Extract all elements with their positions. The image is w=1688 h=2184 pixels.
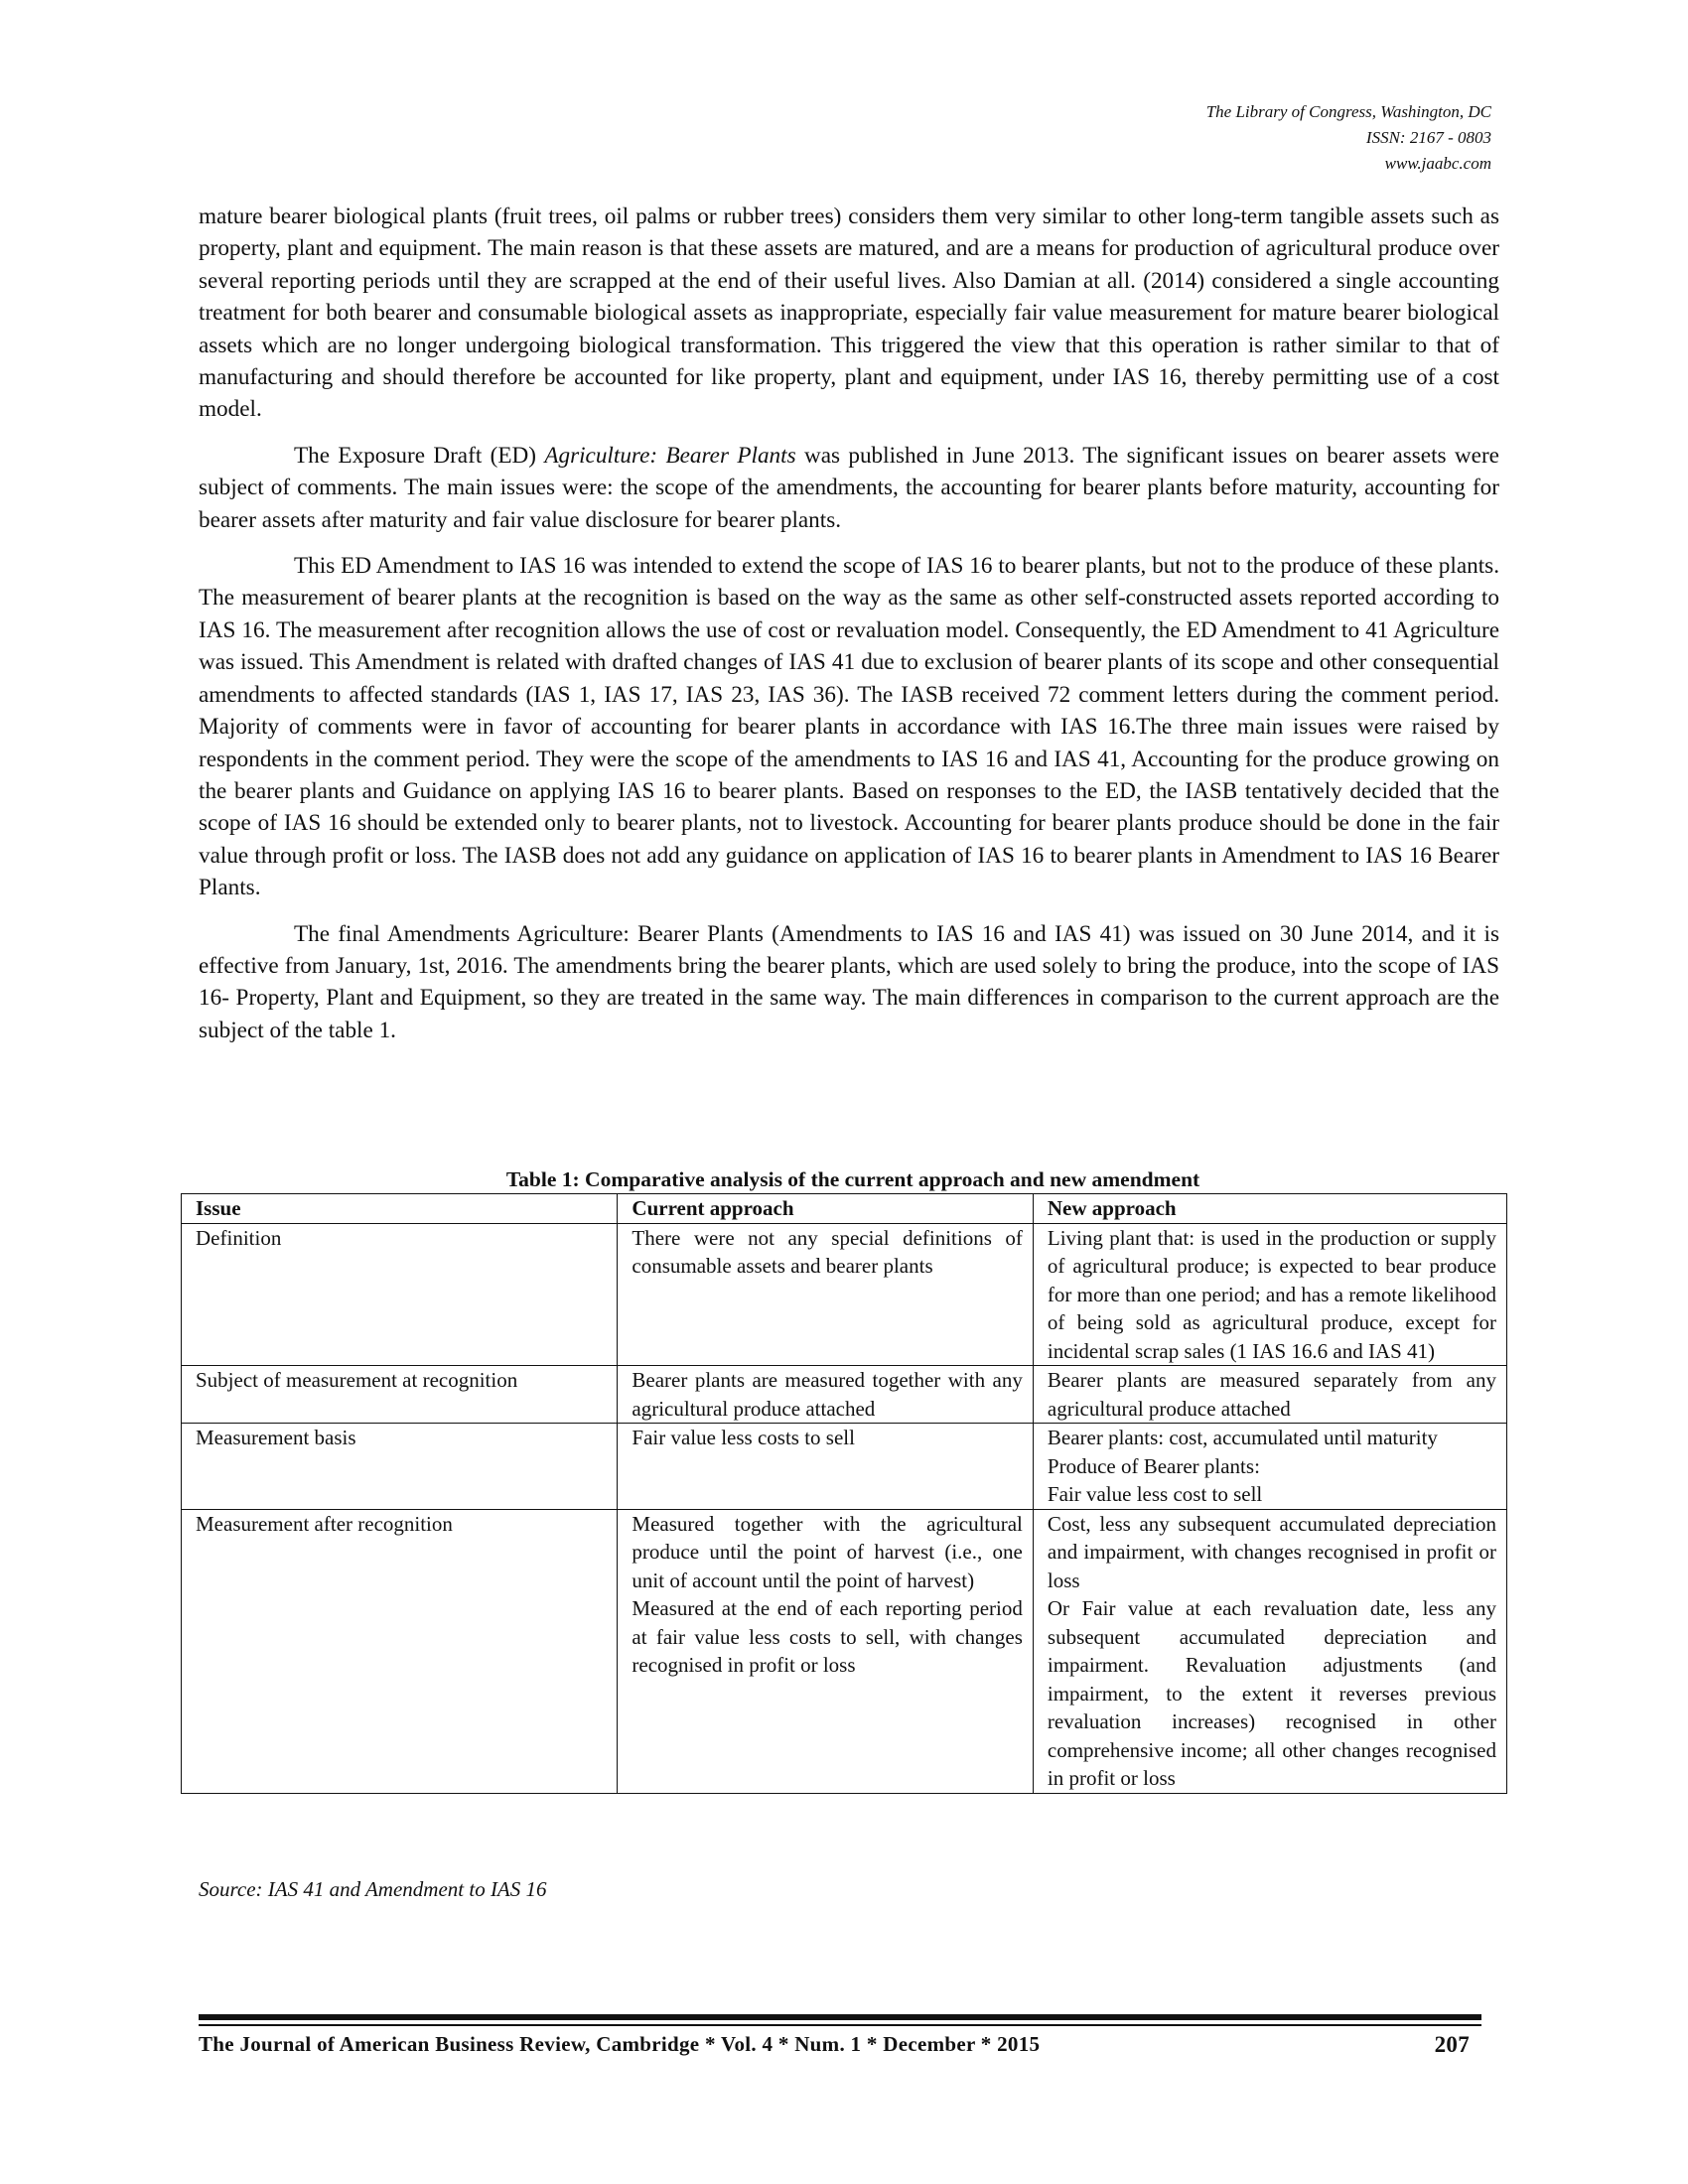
paragraph (199, 440, 1499, 536)
table-row (182, 1366, 1507, 1424)
cell-new: Bearer plants are measured separately from any agricultural produce attached (1033, 1366, 1506, 1424)
table-row (182, 1509, 1507, 1793)
cell-issue: Subject of measurement at recognition (182, 1366, 618, 1424)
cell-issue: Definition (182, 1223, 618, 1366)
table-caption: Table 1: Comparative analysis of the current approach and new amendment (505, 1167, 1200, 1191)
cell-line: Measured at the end of each reporting period at fair value less costs to sell, with changes recognised in profit or loss (632, 1596, 1023, 1677)
cell-line: Or Fair value at each revaluation date, less any subsequent accumulated depreciation and impairment. Revaluation adjustments (and impairment, to the extent it reverses previous revaluation increases) recognised in other comprehensive income; all other changes recognised in profit or loss (1047, 1596, 1496, 1790)
cell-new (1033, 1509, 1506, 1793)
cell-line: Produce of Bearer plants: (1047, 1453, 1260, 1478)
table-source-note: Source: IAS 41 and Amendment to IAS 16 (199, 1877, 547, 1901)
comparison-table (181, 1193, 1507, 1794)
header-issn: ISSN: 2167 - 0803 (1365, 128, 1491, 147)
article-body (199, 201, 1499, 1060)
running-footer (199, 2032, 1479, 2057)
paragraph: The final Amendments Agriculture: Bearer Plants (Amendments to IAS 16 and IAS 41) was issued on 30 June 2014, and it is effective from January, 1st, 2016. The amendments bring the bearer plants, which are used solely to bring the produce, into the scope of IAS 16- Property, Plant and Equipment, so they are treated in the same way. The main differences in comparison to the current approach are the subject of the table 1. (199, 920, 1499, 1043)
header-library: The Library of Congress, Washington, DC (1205, 102, 1491, 121)
footer-rule-thin (199, 2024, 1481, 2026)
table-row (182, 1424, 1507, 1510)
cell-line: Cost, less any subsequent accumulated depreciation and impairment, with changes recognised in profit or loss (1047, 1511, 1496, 1592)
cell-current: Fair value less costs to sell (618, 1424, 1033, 1510)
paragraph: mature bearer biological plants (fruit trees, oil palms or rubber trees) considers them very similar to other long-term tangible assets such as property, plant and equipment. The main reason is that these assets are matured, and are a means for production of agricultural produce over several reporting periods until they are scrapped at the end of their useful lives. Also Damian at all. (2014) considered a single accounting treatment for both bearer and consumable biological assets as inappropriate, especially fair value measurement for mature bearer biological assets which are no longer undergoing biological transformation. This triggered the view that this operation is rather similar to that of manufacturing and should therefore be accounted for like property, plant and equipment, under IAS 16, thereby permitting use of a cost model. (199, 204, 1499, 423)
cell-issue: Measurement after recognition (182, 1509, 618, 1793)
cell-line: Bearer plants: cost, accumulated until maturity (1047, 1426, 1438, 1449)
column-header-issue: Issue (182, 1194, 618, 1224)
table-header-row (182, 1194, 1507, 1224)
paragraph-text: The Exposure Draft (ED) (294, 442, 545, 469)
table-row (182, 1223, 1507, 1366)
cell-new (1033, 1424, 1506, 1510)
cell-line: Measured together with the agricultural produce until the point of harvest (i.e., one unit of account until the point of harvest) (632, 1511, 1023, 1592)
page-number: 207 (1434, 2032, 1470, 2057)
column-header-current: Current approach (618, 1194, 1033, 1224)
footer-rule-thick (199, 2014, 1481, 2020)
paragraph-italic-title: Agriculture: Bearer Plants (544, 442, 796, 469)
paragraph-text: was published in June 2013. The significant issues on bearer assets were subject of comments. The main issues were: the scope of the amendments, the accounting for bearer plants before maturity, accounting for bearer assets after maturity and fair value disclosure for bearer plants. (199, 442, 1499, 533)
header-website: www.jaabc.com (1384, 154, 1491, 173)
paragraph: This ED Amendment to IAS 16 was intended to extend the scope of IAS 16 to bearer plants, but not to the produce of these plants. The measurement of bearer plants at the recognition is based on the way as the same as other self-constructed assets reported according to IAS 16. The measurement after recognition allows the use of cost or revaluation model. Consequently, the ED Amendment to 41 Agriculture was issued. This Amendment is related with drafted changes of IAS 41 due to exclusion of bearer plants of its scope and other consequential amendments to affected standards (IAS 1, IAS 17, IAS 23, IAS 36). The IASB received 72 comment letters during the comment period. Majority of comments were in favor of accounting for bearer plants in accordance with IAS 16.The three main issues were raised by respondents in the comment period. They were the scope of the amendments to IAS 16 and IAS 41, Accounting for the produce growing on the bearer plants and Guidance on applying IAS 16 to bearer plants. Based on responses to the ED, the IASB tentatively decided that the scope of IAS 16 should be extended only to bearer plants, not to livestock. Accounting for bearer plants produce should be done in the fair value through profit or loss. The IASB does not add any guidance on application of IAS 16 to bearer plants in Amendment to IAS 16 Bearer Plants. (199, 553, 1499, 901)
footer-journal-info: The Journal of American Business Review, Cambridge * Vol. 4 * Num. 1 * December * 2015 (199, 2032, 1041, 2056)
cell-new: Living plant that: is used in the production or supply of agricultural produce; is expected to bear produce for more than one period; and has a remote likelihood of being sold as agricultural produce, except for incidental scrap sales (1 IAS 16.6 and IAS 41) (1033, 1223, 1506, 1366)
cell-current: There were not any special definitions of consumable assets and bearer plants (618, 1223, 1033, 1366)
column-header-new: New approach (1033, 1194, 1506, 1224)
cell-current: Bearer plants are measured together with any agricultural produce attached (618, 1366, 1033, 1424)
cell-current (618, 1509, 1033, 1793)
cell-issue: Measurement basis (182, 1424, 618, 1510)
running-header (1206, 99, 1491, 177)
cell-line: Fair value less cost to sell (1047, 1482, 1263, 1506)
